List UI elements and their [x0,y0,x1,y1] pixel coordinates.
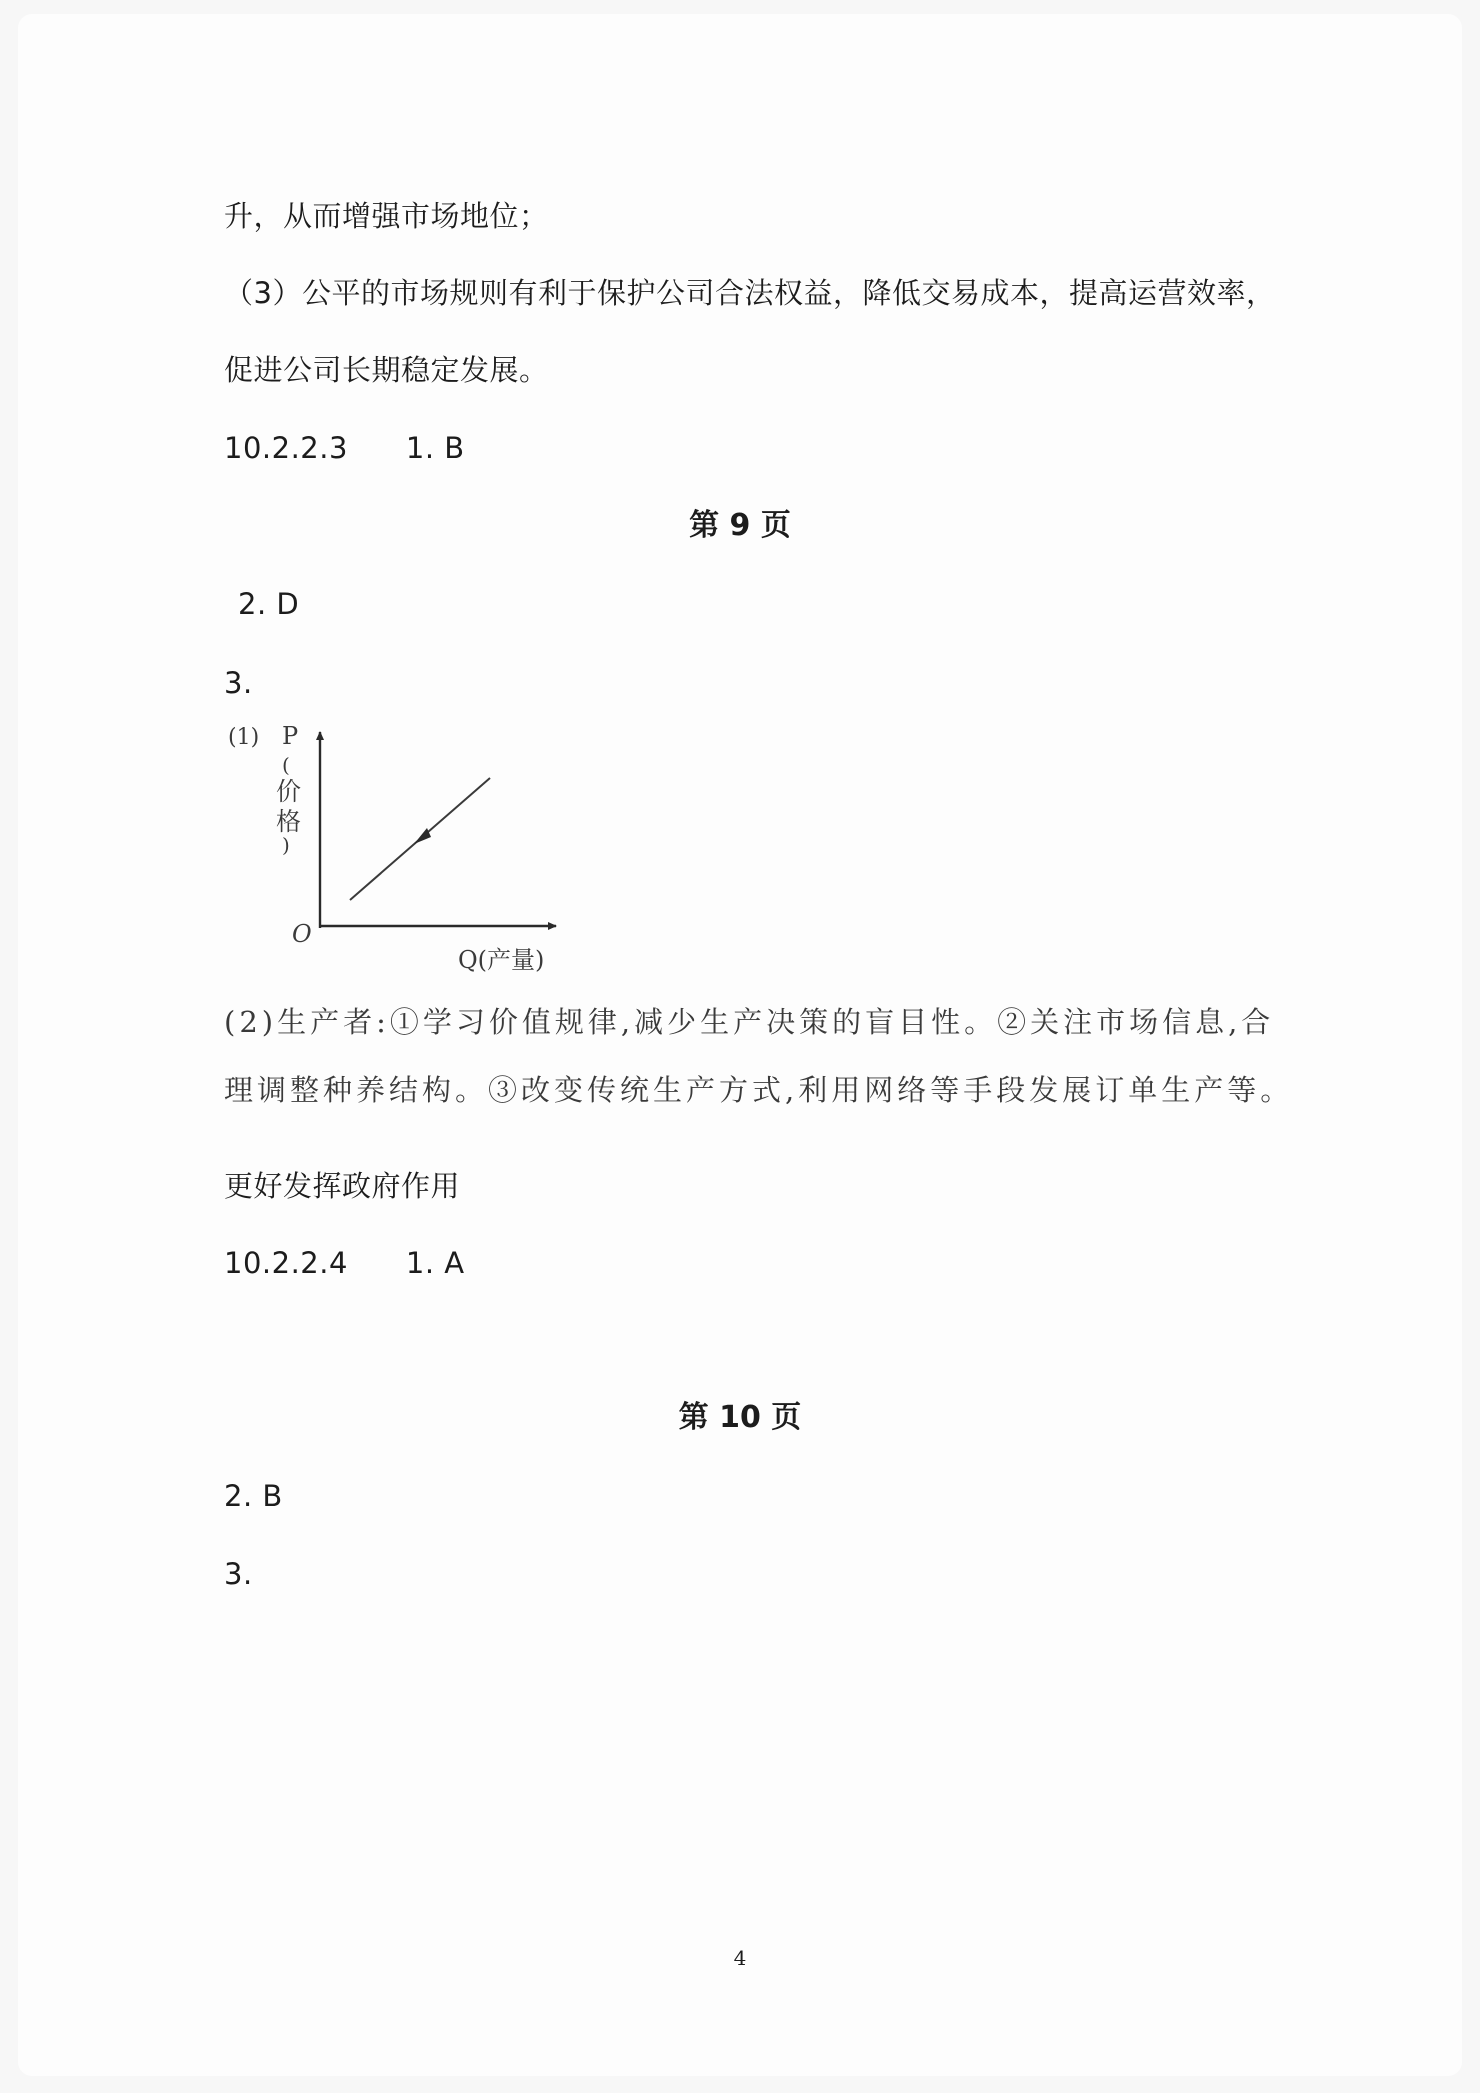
page-number: 4 [733,1946,747,1970]
question-number: 3. [224,666,253,700]
part-label: (1) [228,725,260,750]
x-axis-label: Q(产量) [458,946,545,974]
answer: 1. B [405,431,465,465]
y-axis-label-char: ) [282,833,290,857]
page-heading: 第 10 页 [678,1400,802,1435]
answer: 2. B [224,1479,283,1513]
section-line [224,428,465,468]
y-axis-symbol: P [282,722,299,750]
section-code: 10.2.2.3 [224,431,348,465]
scanned-text-line: (2)生产者:①学习价值规律,减少生产决策的盲目性。②关注市场信息,合 [224,1005,1275,1039]
y-axis-label-char: ( [282,753,290,777]
document-page [18,14,1462,2076]
y-axis-label-char: 格 [276,807,302,836]
answer: 2. D [238,587,300,621]
text-line: 升，从而增强市场地位； [224,199,549,233]
supply-graph [220,720,580,976]
section-code: 10.2.2.4 [224,1246,348,1280]
answer: 1. A [405,1246,465,1280]
y-axis-label-char: 价 [276,777,302,806]
question-number: 3. [224,1557,253,1591]
text-line: 更好发挥政府作用 [224,1169,461,1203]
origin-label: O [292,920,312,948]
page-heading: 第 9 页 [689,508,791,543]
section-line [224,1243,465,1283]
text-line: 促进公司长期稳定发展。 [224,353,549,387]
text-line: （3）公平的市场规则有利于保护公司合法权益，降低交易成本，提高运营效率， [224,276,1276,310]
scanned-text-line: 理调整种养结构。③改变传统生产方式,利用网络等手段发展订单生产等。 [224,1073,1294,1107]
